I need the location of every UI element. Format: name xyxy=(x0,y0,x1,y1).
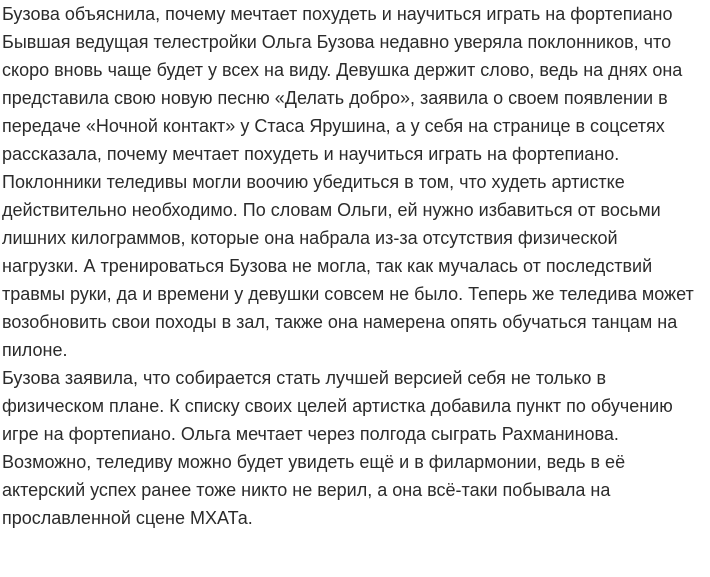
paragraph-line: лишних килограммов, которые она набрала из-за отсутствия физической xyxy=(2,228,618,248)
paragraph-line: травмы руки, да и времени у девушки совсем не было. Теперь же теледива может xyxy=(2,284,694,304)
paragraph-line: передаче «Ночной контакт» у Стаса Ярушина, а у себя на странице в соцсетях xyxy=(2,116,665,136)
paragraph-line: Возможно, теледиву можно будет увидеть ещё и в филармонии, ведь в её xyxy=(2,452,626,472)
paragraph-line: игре на фортепиано. Ольга мечтает через полгода сыграть Рахманинова. xyxy=(2,424,619,444)
paragraph-line: Бузова заявила, что собирается стать лучшей версией себя не только в xyxy=(2,368,607,388)
article-paragraph-3 xyxy=(2,364,704,532)
paragraph-line: рассказала, почему мечтает похудеть и научиться играть на фортепиано. xyxy=(2,144,620,164)
paragraph-line: прославленной сцене МХАТа. xyxy=(2,508,253,528)
paragraph-line: нагрузки. А тренироваться Бузова не могла, так как мучалась от последствий xyxy=(2,256,653,276)
article-paragraph-1 xyxy=(2,28,704,168)
article-title: Бузова объяснила, почему мечтает похудеть и научиться играть на фортепиано xyxy=(2,4,673,24)
paragraph-line: пилоне. xyxy=(2,340,68,360)
paragraph-line: Поклонники теледивы могли воочию убедиться в том, что худеть артистке xyxy=(2,172,625,192)
paragraph-line: представила свою новую песню «Делать добро», заявила о своем появлении в xyxy=(2,88,668,108)
paragraph-line: Бывшая ведущая телестройки Ольга Бузова недавно уверяла поклонников, что xyxy=(2,32,672,52)
paragraph-line: скоро вновь чаще будет у всех на виду. Девушка держит слово, ведь на днях она xyxy=(2,60,683,80)
paragraph-line: физическом плане. К списку своих целей артистка добавила пункт по обучению xyxy=(2,396,673,416)
paragraph-line: действительно необходимо. По словам Ольги, ей нужно избавиться от восьми xyxy=(2,200,661,220)
article-paragraph-2 xyxy=(2,168,704,364)
paragraph-line: возобновить свои походы в зал, также она намерена опять обучаться танцам на xyxy=(2,312,678,332)
paragraph-line: актерский успех ранее тоже никто не верил, а она всё-таки побывала на xyxy=(2,480,611,500)
